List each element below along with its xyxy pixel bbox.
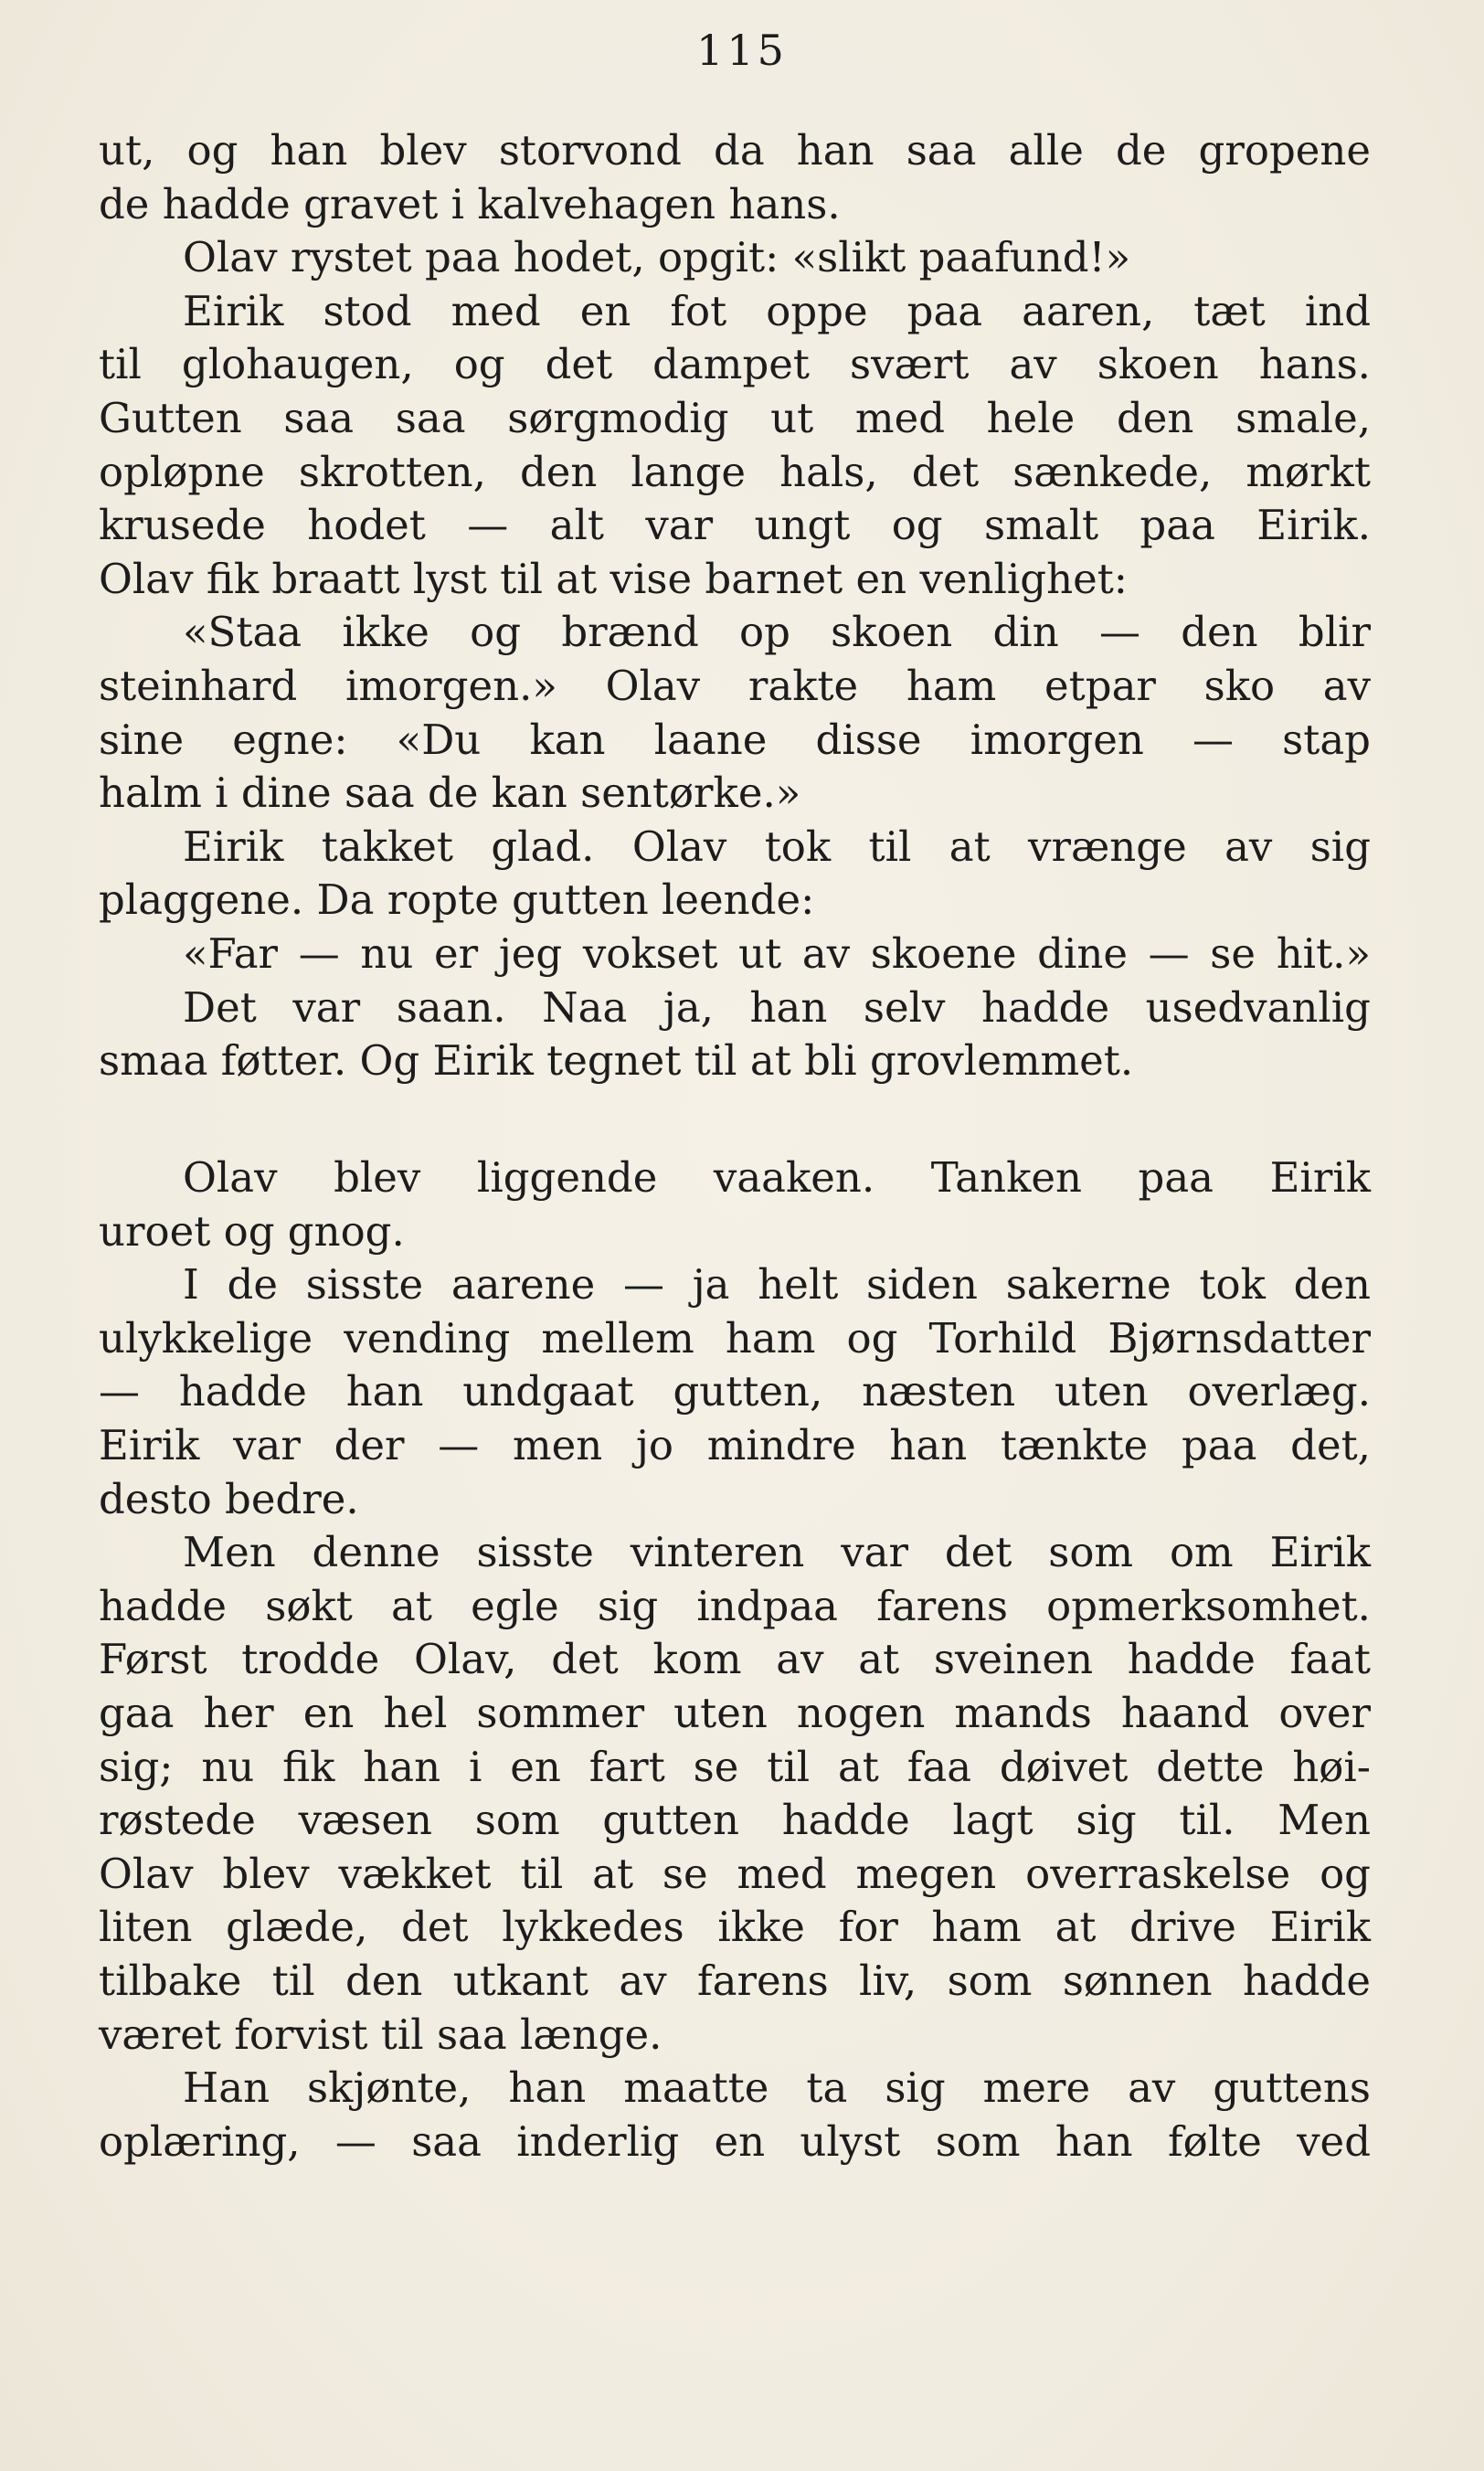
text-line: plaggene. Da ropte gutten leende:: [99, 875, 815, 925]
text-line: «Staa ikke og brænd op skoen din — den blir: [183, 608, 1371, 657]
text-line: tilbake til den utkant av farens liv, som sønnen hadde: [99, 1956, 1371, 2005]
text-section-2: [99, 1151, 1371, 2169]
text-line: smaa føtter. Og Eirik tegnet til at bli grovlemmet.: [99, 1036, 1134, 1086]
text-line: Eirik takket glad. Olav tok til at vrænge av sig: [183, 822, 1371, 871]
text-line: Eirik stod med en fot oppe paa aaren, tæt ind: [183, 286, 1371, 335]
text-line: ulykkelige vending mellem ham og Torhild Bjørnsdatter: [99, 1313, 1371, 1363]
text-line: Først trodde Olav, det kom av at sveinen hadde faat: [99, 1635, 1371, 1684]
text-line: uroet og gnog.: [99, 1206, 405, 1256]
text-line: I de sisste aarene — ja helt siden sakerne tok den: [183, 1260, 1371, 1310]
text-line: Olav blev vækket til at se med megen overraskelse og: [99, 1849, 1371, 1898]
text-line: røstede væsen som gutten hadde lagt sig til. Men: [99, 1796, 1371, 1845]
text-line: opløpne skrotten, den lange hals, det sænkede, mørkt: [99, 447, 1371, 496]
text-line: været forvist til saa længe.: [99, 2010, 662, 2059]
text-line: Gutten saa saa sørgmodig ut med hele den smale,: [99, 393, 1371, 442]
text-line: liten glæde, det lykkedes ikke for ham at drive Eirik: [99, 1903, 1371, 1952]
text-line: Olav fik braatt lyst til at vise barnet en venlighet:: [99, 554, 1128, 603]
text-line: Olav blev liggende vaaken. Tanken paa Eirik: [183, 1153, 1371, 1202]
text-line: halm i dine saa de kan sentørke.»: [99, 769, 801, 818]
text-line: Det var saan. Naa ja, han selv hadde usedvanlig: [183, 982, 1371, 1032]
text-line: — hadde han undgaat gutten, næsten uten overlæg.: [99, 1367, 1371, 1416]
text-line: ut, og han blev storvond da han saa alle de gropene: [99, 126, 1371, 175]
text-line: de hadde gravet i kalvehagen hans.: [99, 179, 841, 228]
text-line: desto bedre.: [99, 1474, 359, 1523]
text-line: Han skjønte, han maatte ta sig mere av guttens: [183, 2063, 1371, 2113]
text-line: steinhard imorgen.» Olav rakte ham etpar sko av: [99, 661, 1371, 710]
page-number: 115: [696, 26, 788, 75]
text-line: sig; nu fik han i en fart se til at faa døivet dette høi-: [99, 1742, 1371, 1791]
text-line: Eirik var der — men jo mindre han tænkte paa det,: [99, 1420, 1371, 1469]
text-line: sine egne: «Du kan laane disse imorgen — stap: [99, 715, 1371, 764]
text-line: krusede hodet — alt var ungt og smalt paa Eirik.: [99, 501, 1371, 550]
text-line: gaa her en hel sommer uten nogen mands haand over: [99, 1688, 1371, 1737]
text-line: «Far — nu er jeg vokset ut av skoene dine — se hit.»: [183, 928, 1371, 978]
text-line: Olav rystet paa hodet, opgit: «slikt paafund!»: [183, 233, 1131, 282]
text-section-1: [99, 124, 1371, 1088]
text-line: Men denne sisste vinteren var det som om Eirik: [183, 1528, 1371, 1577]
text-line: til glohaugen, og det dampet svært av skoen hans.: [99, 340, 1371, 389]
text-line: hadde søkt at egle sig indpaa farens opmerksomhet.: [99, 1581, 1371, 1630]
text-line: oplæring, — saa inderlig en ulyst som han følte ved: [99, 2116, 1371, 2166]
